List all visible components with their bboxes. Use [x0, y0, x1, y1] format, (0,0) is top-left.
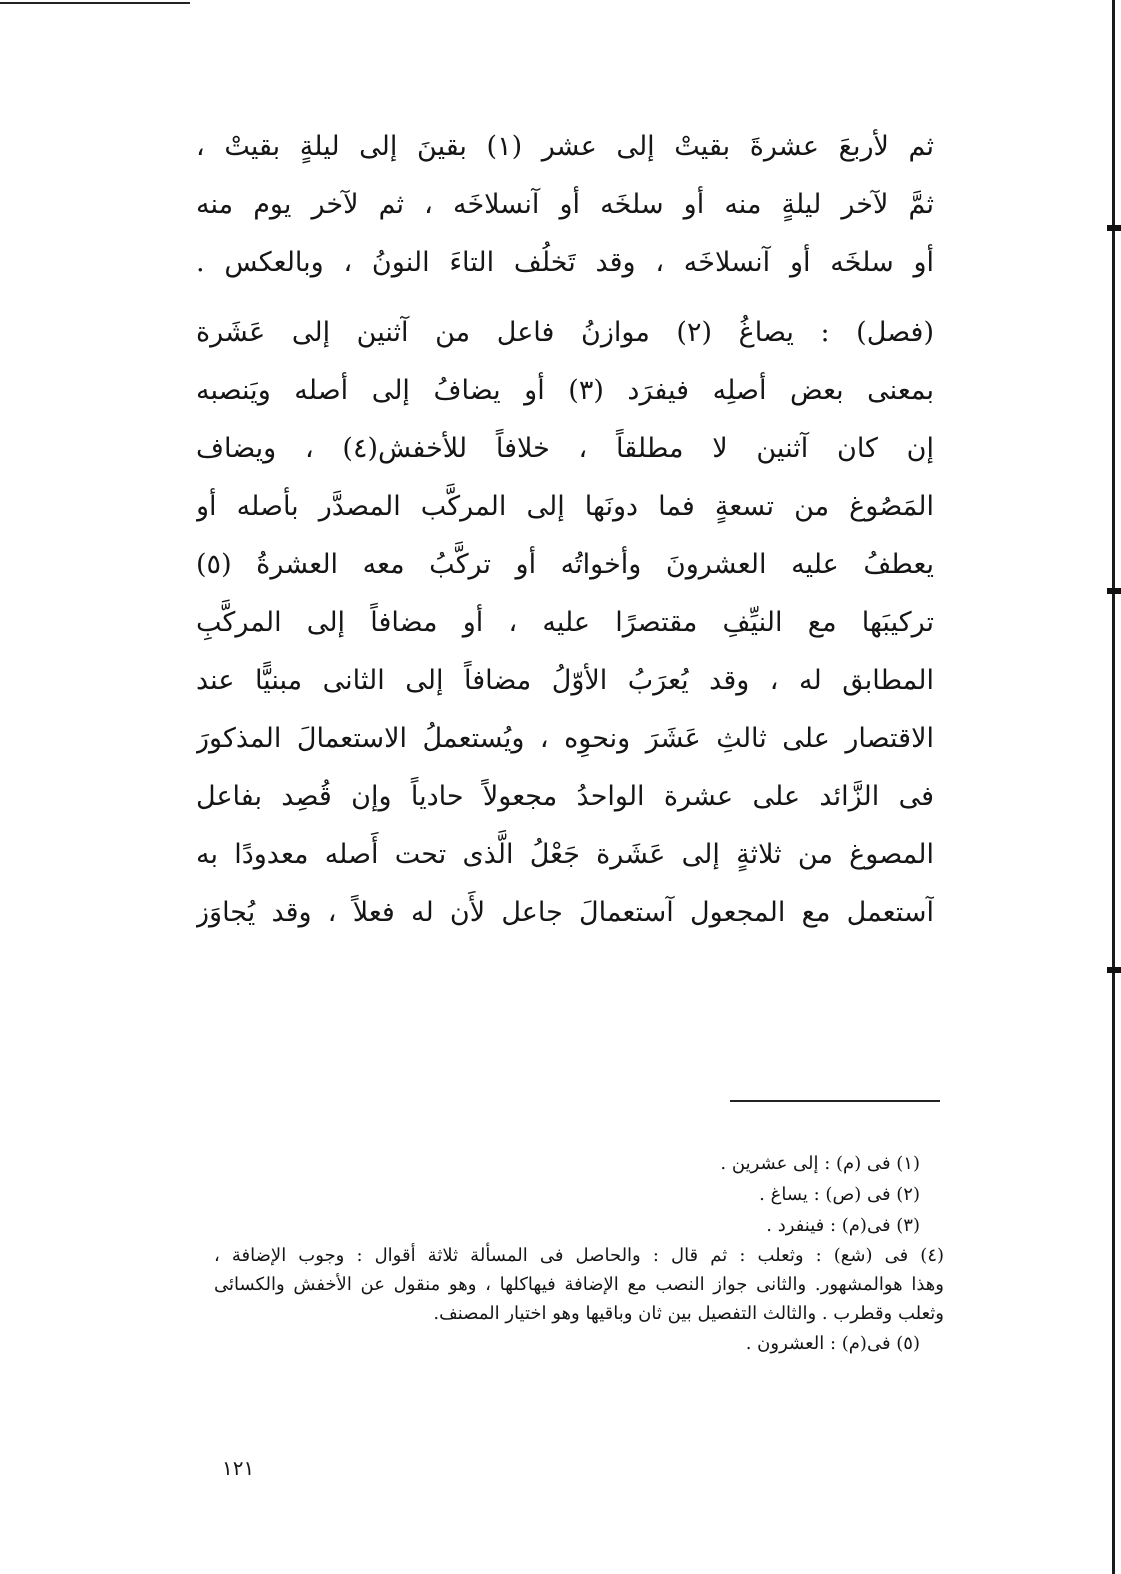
text-line: بمعنى بعض أصلِه فيفرَد (٣) أو يضافُ إلى أصله ويَنصبه — [196, 375, 934, 406]
text-line: آستعمل مع المجعول آستعمالَ جاعل لأَن له فعلاً ، وقد يُجاوَز — [196, 897, 934, 928]
text-line: ثم لأربعَ عشرةَ بقيتْ إلى عشر (١) بقينَ إلى ليلةٍ بقيتْ ، — [196, 131, 934, 162]
footnote-4-line-1: (٤) فى (شع) : وثعلب : ثم قال : والحاصل فى المسألة ثلاثة أقوال : وجوب الإضافة ، — [214, 1245, 944, 1266]
text-line: ثمَّ لآخر ليلةٍ منه أو سلخَه أو آنسلاخَه ، ثم لآخر يوم منه — [196, 189, 934, 220]
main-text-block — [196, 118, 934, 942]
text-line: المَصُوغ من تسعةٍ فما دونَها إلى المركَّب المصدَّر بأصله أو — [196, 491, 934, 522]
footnotes-block — [214, 1148, 944, 1359]
footnote-1: (١) فى (م) : إلى عشرين . — [720, 1153, 920, 1174]
text-line: المصوغ من ثلاثةٍ إلى عَشَرة جَعْلُ الَّذى تحت أَصله معدودًا به — [196, 839, 934, 870]
text-line: إن كان آثنين لا مطلقاً ، خلافاً للأخفش(٤) ، ويضاف — [196, 433, 934, 464]
text-line: يعطفُ عليه العشرونَ وأخواتُه أو تركَّبُ معه العشرةُ (٥) — [196, 549, 934, 580]
scan-top-border-line — [0, 2, 190, 4]
text-line: الاقتصار على ثالثِ عَشَرَ ونحوِه ، ويُستعملُ الاستعمالَ المذكورَ — [196, 723, 934, 754]
edge-tick-mark — [1107, 588, 1121, 594]
text-line: المطابق له ، وقد يُعرَبُ الأوّلُ مضافاً إلى الثانى مبنيًّا عند — [196, 665, 934, 696]
footnote-4-line-2: وهذا هوالمشهور. والثانى جواز النصب مع الإضافة فيهاكلها ، وهو منقول عن الأخفش والكسائى — [214, 1274, 944, 1295]
footnote-3: (٣) فى(م) : فينفرد . — [766, 1215, 920, 1236]
scan-right-edge-line — [1112, 0, 1115, 1574]
section-heading-line: (فصل) : يصاغُ (٢) موازنُ فاعل من آثنين إلى عَشَرة — [196, 317, 934, 348]
text-line: فى الزَّائد على عشرة الواحدُ مجعولاً حادياً وإن قُصِد بفاعل — [196, 781, 934, 812]
text-line: أو سلخَه أو آنسلاخَه ، وقد تَخلُف التاءَ النونُ ، وبالعكس . — [196, 247, 934, 278]
text-line: تركيبَها مع النيِّفِ مقتصرًا عليه ، أو مضافاً إلى المركَّبِ — [196, 607, 934, 638]
edge-tick-mark — [1107, 967, 1121, 973]
footnote-5: (٥) فى(م) : العشرون . — [745, 1333, 920, 1354]
page-number: ١٢١ — [222, 1456, 255, 1480]
edge-tick-mark — [1107, 225, 1121, 231]
footnote-2: (٢) فى (ص) : يساغ . — [759, 1184, 920, 1205]
footnote-4-line-3: وثعلب وقطرب . والثالث التفصيل بين ثان وباقيها وهو اختيار المصنف. — [433, 1303, 944, 1324]
footnote-separator — [730, 1100, 940, 1102]
